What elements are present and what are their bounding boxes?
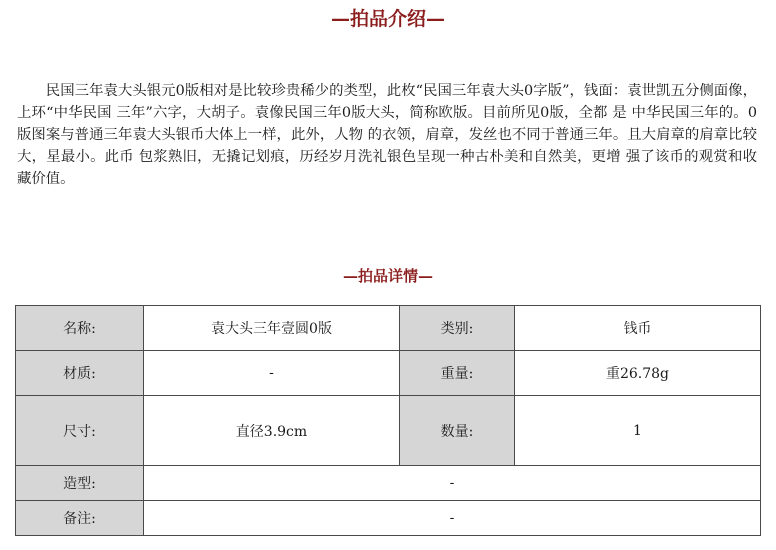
table-row (16, 501, 761, 536)
shape-value: - (144, 466, 761, 501)
table-row (16, 466, 761, 501)
weight-label: 重量: (400, 351, 515, 396)
material-label: 材质: (16, 351, 144, 396)
quantity-label: 数量: (400, 396, 515, 466)
notes-label: 备注: (16, 501, 144, 536)
notes-value: - (144, 501, 761, 536)
table-row (16, 351, 761, 396)
category-value: 钱币 (515, 306, 761, 351)
section-title-details: —拍品详情— (342, 267, 433, 285)
name-label: 名称: (16, 306, 144, 351)
item-description: 民国三年袁大头银元0版相对是比较珍贵稀少的类型，此枚“民国三年袁大头0字版”，钱面：袁世凯五分侧面像，上环“中华民国 三年”六字，大胡子。袁像民国三年0版大头，简称欧版。目前所见0版，全都 是 中华民国三年的。0版图案与普通三年袁大头银币大体上一样，此外，人物 的衣领，肩章，发丝也不同于普通三年。且大肩章的肩章比较大，星最小。此币 包浆熟旧，无撬记划痕，历经岁月洗礼银色呈现一种古朴美和自然美，更增 强了该币的观赏和收藏价值。 (17, 83, 757, 187)
shape-label: 造型: (16, 466, 144, 501)
table-row (16, 396, 761, 466)
name-value: 袁大头三年壹圆0版 (144, 306, 400, 351)
category-label: 类别: (400, 306, 515, 351)
material-value: - (144, 351, 400, 396)
size-value: 直径3.9cm (144, 396, 400, 466)
section-title-intro: —拍品介绍— (330, 8, 445, 30)
quantity-value: 1 (515, 396, 761, 466)
size-label: 尺寸: (16, 396, 144, 466)
weight-value: 重26.78g (515, 351, 761, 396)
details-table (15, 305, 761, 536)
table-row (16, 306, 761, 351)
